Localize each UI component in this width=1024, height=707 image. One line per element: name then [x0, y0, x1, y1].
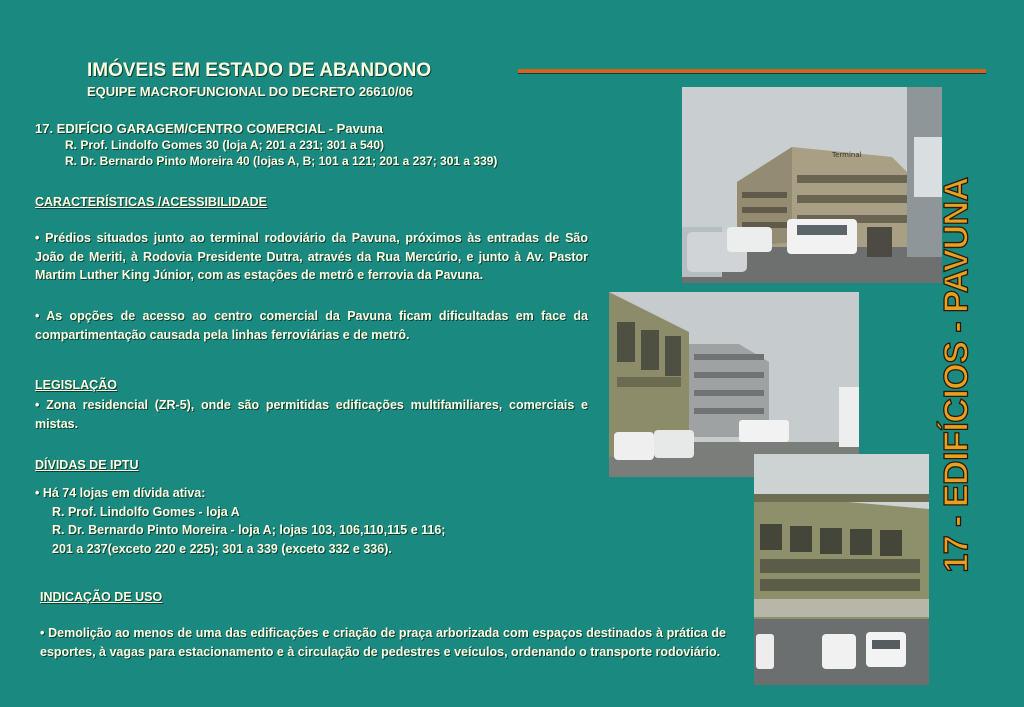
building-address-1: R. Prof. Lindolfo Gomes 30 (loja A; 201 a 231; 301 a 540)	[65, 138, 384, 152]
side-label-text: 17 - EDIFÍCIOS - PAVUNA	[937, 177, 976, 573]
commercial-building-photo	[754, 454, 929, 685]
usage-heading: INDICAÇÃO DE USO	[40, 590, 163, 604]
iptu-line: R. Prof. Lindolfo Gomes - loja A	[52, 504, 240, 519]
page-title: IMÓVEIS EM ESTADO DE ABANDONO	[87, 60, 432, 81]
characteristics-paragraph-1: • Prédios situados junto ao terminal rodoviário da Pavuna, próximos às entradas de São João de Meriti, à Rodovia Presidente Dutra, através da Rua Mercúrio, e junto à Av. Pastor Martim Luther King Júnior, com as estações de metrô e ferrovia da Pavuna.	[35, 231, 588, 282]
building-address-2: R. Dr. Bernardo Pinto Moreira 40 (lojas A, B; 101 a 121; 201 a 237; 301 a 339)	[65, 154, 498, 168]
iptu-line: R. Dr. Bernardo Pinto Moreira - loja A; lojas 103, 106,110,115 e 116;	[52, 523, 446, 537]
legislation-heading: LEGISLAÇÃO	[35, 378, 117, 392]
iptu-heading: DÍVIDAS DE IPTU	[35, 458, 139, 472]
terminal-sign: Terminal	[832, 151, 862, 159]
title-divider	[518, 69, 986, 73]
iptu-debt-list	[35, 484, 595, 558]
page-subtitle: EQUIPE MACROFUNCIONAL DO DECRETO 26610/06	[87, 84, 414, 99]
characteristics-heading: CARACTERÍSTICAS /ACESSIBILIDADE	[35, 195, 267, 209]
iptu-line: • Há 74 lojas em dívida ativa:	[35, 486, 206, 500]
iptu-line: 201 a 237(exceto 220 e 225); 301 a 339 (exceto 332 e 336).	[52, 541, 392, 556]
characteristics-paragraph-2: • As opções de acesso ao centro comercial da Pavuna ficam dificultadas em face da compartimentação causada pela linhas ferroviárias e de metrô.	[35, 309, 588, 342]
usage-paragraph: • Demolição ao menos de uma das edificações e criação de praça arborizada com espaços destinados à prática de esportes, à vagas para estacionamento e à circulação de pedestres e veículos, ordenando o transporte rodoviário.	[40, 626, 726, 659]
building-heading: 17. EDIFÍCIO GARAGEM/CENTRO COMERCIAL - Pavuna	[35, 121, 383, 136]
legislation-paragraph: • Zona residencial (ZR-5), onde são permitidas edificações multifamiliares, comerciais e mistas.	[35, 398, 588, 431]
parking-building-photo	[609, 292, 859, 477]
terminal-building-photo	[682, 87, 942, 283]
